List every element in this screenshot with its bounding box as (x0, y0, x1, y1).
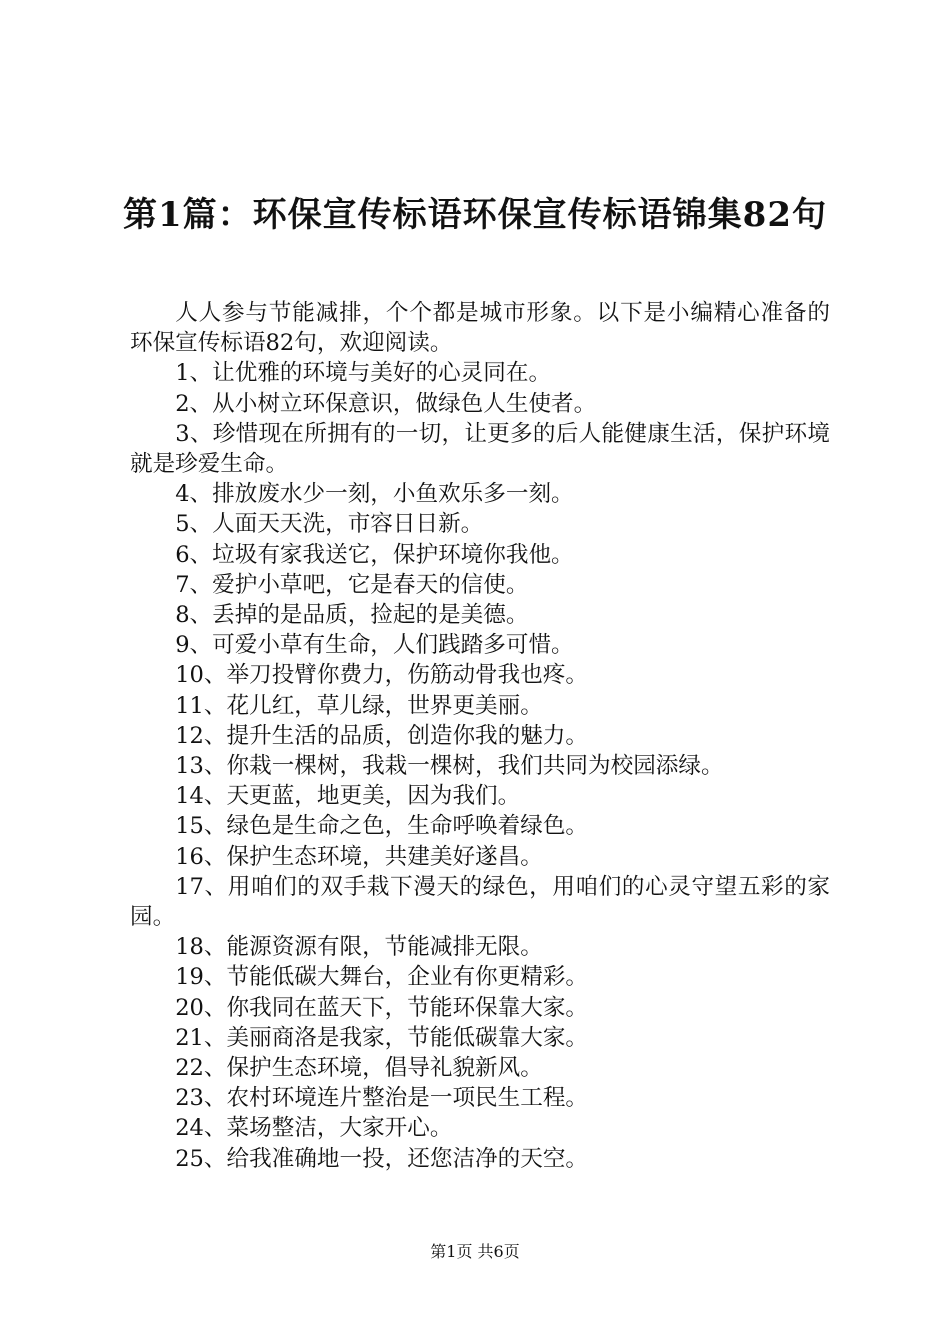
slogan-item: 4、排放废水少一刻，小鱼欢乐多一刻。 (175, 481, 574, 508)
slogan-item: 19、节能低碳大舞台，企业有你更精彩。 (175, 964, 589, 991)
slogan-item: 1、让优雅的环境与美好的心灵同在。 (175, 360, 552, 387)
slogan-item: 11、花儿红，草儿绿，世界更美丽。 (175, 692, 543, 719)
slogan-item: 15、绿色是生命之色，生命呼唤着绿色。 (175, 813, 589, 840)
slogan-item: 23、农村环境连片整治是一项民生工程。 (175, 1085, 589, 1112)
slogan-item: 12、提升生活的品质，创造你我的魅力。 (175, 722, 589, 749)
slogan-item: 16、保护生态环境，共建美好遂昌。 (175, 843, 543, 870)
slogan-item: 17、用咱们的双手栽下漫天的绿色，用咱们的心灵守望五彩的家园。 (130, 873, 830, 931)
slogan-item: 5、人面天天洗，市容日日新。 (175, 511, 484, 538)
slogan-item: 10、举刀投臂你费力，伤筋动骨我也疼。 (175, 662, 589, 689)
page-footer: 第1页 共6页 (430, 1242, 520, 1261)
slogan-item: 3、珍惜现在所拥有的一切，让更多的后人能健康生活，保护环境就是珍爱生命。 (130, 420, 830, 478)
intro-paragraph: 人人参与节能减排，个个都是城市形象。以下是小编精心准备的环保宣传标语82句，欢迎阅读。 (130, 300, 830, 357)
slogan-item: 6、垃圾有家我送它，保护环境你我他。 (175, 541, 574, 568)
slogan-item: 13、你栽一棵树，我栽一棵树，我们共同为校园添绿。 (175, 753, 724, 780)
slogan-item: 18、能源资源有限，节能减排无限。 (175, 934, 543, 961)
document-title: 第1篇：环保宣传标语环保宣传标语锦集82句 (123, 195, 827, 235)
slogan-item: 7、爱护小草吧，它是春天的信使。 (175, 571, 529, 598)
slogan-item: 9、可爱小草有生命，人们践踏多可惜。 (175, 632, 574, 659)
slogan-item: 2、从小树立环保意识，做绿色人生使者。 (175, 390, 597, 417)
slogan-item: 20、你我同在蓝天下，节能环保靠大家。 (175, 994, 589, 1021)
document-body (130, 298, 830, 1174)
slogan-item: 25、给我准确地一投，还您洁净的天空。 (175, 1145, 589, 1172)
slogan-item: 21、美丽商洛是我家，节能低碳靠大家。 (175, 1024, 589, 1051)
slogan-item: 24、菜场整洁，大家开心。 (175, 1115, 453, 1142)
slogan-item: 8、丢掉的是品质，捡起的是美德。 (175, 602, 529, 629)
slogan-item: 22、保护生态环境，倡导礼貌新风。 (175, 1055, 543, 1082)
slogan-item: 14、天更蓝，地更美，因为我们。 (175, 783, 521, 810)
